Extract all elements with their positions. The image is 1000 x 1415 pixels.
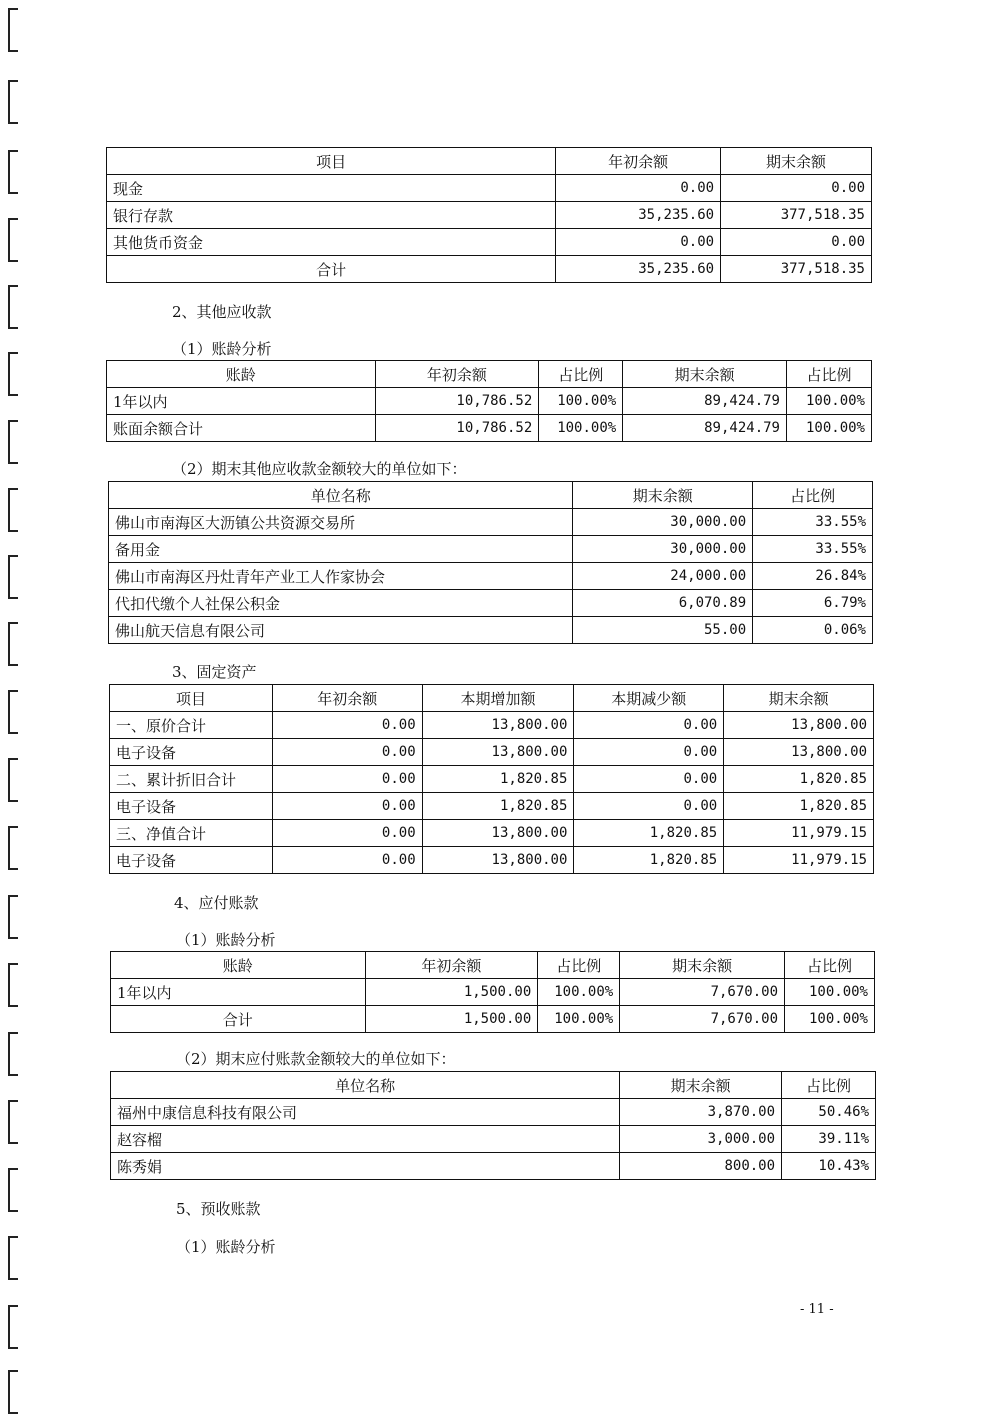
column-header: 占比例 (785, 952, 875, 979)
cell-value: 0.00 (574, 793, 724, 820)
cell-value: 800.00 (620, 1153, 782, 1180)
column-header: 年初余额 (272, 685, 422, 712)
cell-value: 13,800.00 (422, 739, 574, 766)
cell-value: 13,800.00 (422, 847, 574, 874)
cell-value: 0.00 (574, 712, 724, 739)
receivables-units-table (108, 481, 873, 644)
row-label: 1年以内 (107, 388, 376, 415)
cell-value: 0.00 (574, 739, 724, 766)
binding-bracket (8, 1032, 18, 1076)
binding-margin (0, 0, 30, 1415)
binding-bracket (8, 1168, 18, 1212)
cell-value: 55.00 (573, 617, 753, 644)
row-label: 现金 (107, 175, 556, 202)
cell-value: 100.00% (538, 1006, 620, 1033)
binding-bracket (8, 352, 18, 396)
row-label: 佛山市南海区大沥镇公共资源交易所 (109, 509, 573, 536)
table-header-row (111, 952, 875, 979)
cell-value: 0.00 (272, 820, 422, 847)
cell-value: 0.00 (272, 766, 422, 793)
cell-value: 0.00 (556, 175, 721, 202)
binding-bracket (8, 555, 18, 599)
cell-value: 10,786.52 (375, 415, 539, 442)
subsection-heading: （1）账龄分析 (176, 1238, 276, 1256)
row-label: 福州中康信息科技有限公司 (111, 1099, 620, 1126)
row-label: 佛山航天信息有限公司 (109, 617, 573, 644)
table-row (111, 1153, 876, 1180)
column-header: 项目 (107, 148, 556, 175)
column-header: 账龄 (111, 952, 366, 979)
cell-value: 50.46% (782, 1099, 876, 1126)
cell-value: 3,870.00 (620, 1099, 782, 1126)
table-row (110, 766, 874, 793)
table-row (110, 739, 874, 766)
row-label: 一、原价合计 (110, 712, 273, 739)
cell-value: 377,518.35 (721, 202, 872, 229)
column-header: 期末余额 (620, 1072, 782, 1099)
binding-bracket (8, 895, 18, 939)
cell-value: 10.43% (782, 1153, 876, 1180)
row-label: 陈秀娟 (111, 1153, 620, 1180)
binding-bracket (8, 1305, 18, 1349)
column-header: 占比例 (753, 482, 873, 509)
column-header: 占比例 (782, 1072, 876, 1099)
column-header: 占比例 (786, 361, 871, 388)
subsection-heading: （2）期末应付账款金额较大的单位如下： (176, 1050, 456, 1068)
cell-value: 0.06% (753, 617, 873, 644)
cell-value: 0.00 (272, 712, 422, 739)
cell-value: 24,000.00 (573, 563, 753, 590)
table-row (111, 979, 875, 1006)
binding-bracket (8, 758, 18, 802)
row-label: 二、累计折旧合计 (110, 766, 273, 793)
column-header: 本期增加额 (422, 685, 574, 712)
cell-value: 100.00% (786, 388, 871, 415)
fixed-assets-table (109, 684, 874, 874)
cell-value: 0.00 (721, 175, 872, 202)
binding-bracket (8, 826, 18, 870)
cell-value: 100.00% (785, 979, 875, 1006)
cell-value: 11,979.15 (724, 820, 874, 847)
cell-value: 89,424.79 (623, 415, 787, 442)
cell-value: 0.00 (574, 766, 724, 793)
cell-value: 6,070.89 (573, 590, 753, 617)
subsection-heading: （2）期末其他应收款金额较大的单位如下： (172, 460, 467, 478)
cell-value: 10,786.52 (375, 388, 539, 415)
cell-value: 13,800.00 (724, 712, 874, 739)
cell-value: 100.00% (539, 388, 623, 415)
column-header: 占比例 (539, 361, 623, 388)
cell-value: 35,235.60 (556, 256, 721, 283)
row-label: 电子设备 (110, 793, 273, 820)
table-row (109, 563, 873, 590)
cell-value: 3,000.00 (620, 1126, 782, 1153)
cell-value: 0.00 (721, 229, 872, 256)
table-row (110, 712, 874, 739)
row-label: 电子设备 (110, 739, 273, 766)
cell-value: 11,979.15 (724, 847, 874, 874)
column-header: 年初余额 (365, 952, 538, 979)
table-header-row (107, 148, 872, 175)
receivables-aging-table (106, 360, 872, 442)
binding-bracket (8, 218, 18, 262)
total-row (111, 1006, 875, 1033)
total-row (107, 256, 872, 283)
cash-table (106, 147, 872, 283)
row-label: 1年以内 (111, 979, 366, 1006)
table-row (109, 617, 873, 644)
table-header-row (107, 361, 872, 388)
binding-bracket (8, 1370, 18, 1414)
binding-bracket (8, 963, 18, 1007)
cell-value: 1,820.85 (574, 847, 724, 874)
cell-value: 13,800.00 (724, 739, 874, 766)
table-row (110, 847, 874, 874)
row-label: 合计 (111, 1006, 366, 1033)
cell-value: 35,235.60 (556, 202, 721, 229)
table-header-row (111, 1072, 876, 1099)
cell-value: 100.00% (539, 415, 623, 442)
binding-bracket (8, 80, 18, 124)
cell-value: 6.79% (753, 590, 873, 617)
binding-bracket (8, 1236, 18, 1280)
binding-bracket (8, 8, 18, 52)
table-row (110, 820, 874, 847)
binding-bracket (8, 420, 18, 464)
table-row (107, 229, 872, 256)
cell-value: 0.00 (556, 229, 721, 256)
column-header: 单位名称 (111, 1072, 620, 1099)
column-header: 单位名称 (109, 482, 573, 509)
row-label: 佛山市南海区丹灶青年产业工人作家协会 (109, 563, 573, 590)
row-label: 赵容榴 (111, 1126, 620, 1153)
row-label: 合计 (107, 256, 556, 283)
cell-value: 13,800.00 (422, 712, 574, 739)
payables-aging-table (110, 951, 875, 1033)
cell-value: 0.00 (272, 847, 422, 874)
subsection-heading: （1）账龄分析 (176, 931, 276, 949)
cell-value: 33.55% (753, 509, 873, 536)
section-heading: 4、应付账款 (174, 894, 259, 912)
cell-value: 7,670.00 (620, 1006, 785, 1033)
table-row (109, 509, 873, 536)
table-header-row (109, 482, 873, 509)
payables-units-table (110, 1071, 876, 1180)
column-header: 账龄 (107, 361, 376, 388)
cell-value: 30,000.00 (573, 509, 753, 536)
table-row (111, 1126, 876, 1153)
binding-bracket (8, 488, 18, 532)
column-header: 期末余额 (623, 361, 787, 388)
cell-value: 89,424.79 (623, 388, 787, 415)
cell-value: 30,000.00 (573, 536, 753, 563)
cell-value: 13,800.00 (422, 820, 574, 847)
cell-value: 26.84% (753, 563, 873, 590)
table-row (109, 590, 873, 617)
row-label: 其他货币资金 (107, 229, 556, 256)
column-header: 期末余额 (620, 952, 785, 979)
cell-value: 1,820.85 (422, 766, 574, 793)
cell-value: 39.11% (782, 1126, 876, 1153)
binding-bracket (8, 150, 18, 194)
column-header: 年初余额 (375, 361, 539, 388)
cell-value: 1,820.85 (724, 766, 874, 793)
section-heading: 5、预收账款 (176, 1200, 261, 1218)
cell-value: 100.00% (785, 1006, 875, 1033)
binding-bracket (8, 622, 18, 666)
cell-value: 0.00 (272, 739, 422, 766)
section-heading: 3、固定资产 (172, 663, 257, 681)
column-header: 年初余额 (556, 148, 721, 175)
subsection-heading: （1）账龄分析 (172, 340, 272, 358)
row-label: 银行存款 (107, 202, 556, 229)
cell-value: 1,500.00 (365, 1006, 538, 1033)
row-label: 代扣代缴个人社保公积金 (109, 590, 573, 617)
cell-value: 100.00% (786, 415, 871, 442)
binding-bracket (8, 690, 18, 734)
column-header: 本期减少额 (574, 685, 724, 712)
table-row (109, 536, 873, 563)
row-label: 三、净值合计 (110, 820, 273, 847)
cell-value: 33.55% (753, 536, 873, 563)
cell-value: 1,820.85 (724, 793, 874, 820)
column-header: 期末余额 (721, 148, 872, 175)
cell-value: 0.00 (272, 793, 422, 820)
cell-value: 7,670.00 (620, 979, 785, 1006)
column-header: 期末余额 (724, 685, 874, 712)
cell-value: 377,518.35 (721, 256, 872, 283)
table-row (107, 388, 872, 415)
cell-value: 1,820.85 (574, 820, 724, 847)
table-row (110, 793, 874, 820)
row-label: 账面余额合计 (107, 415, 376, 442)
cell-value: 100.00% (538, 979, 620, 1006)
page-number: - 11 - (800, 1302, 834, 1317)
cell-value: 1,820.85 (422, 793, 574, 820)
column-header: 占比例 (538, 952, 620, 979)
table-row (107, 175, 872, 202)
table-row (107, 202, 872, 229)
binding-bracket (8, 285, 18, 329)
table-header-row (110, 685, 874, 712)
column-header: 期末余额 (573, 482, 753, 509)
binding-bracket (8, 1100, 18, 1144)
table-row (107, 415, 872, 442)
row-label: 备用金 (109, 536, 573, 563)
table-row (111, 1099, 876, 1126)
row-label: 电子设备 (110, 847, 273, 874)
section-heading: 2、其他应收款 (172, 303, 272, 321)
column-header: 项目 (110, 685, 273, 712)
cell-value: 1,500.00 (365, 979, 538, 1006)
